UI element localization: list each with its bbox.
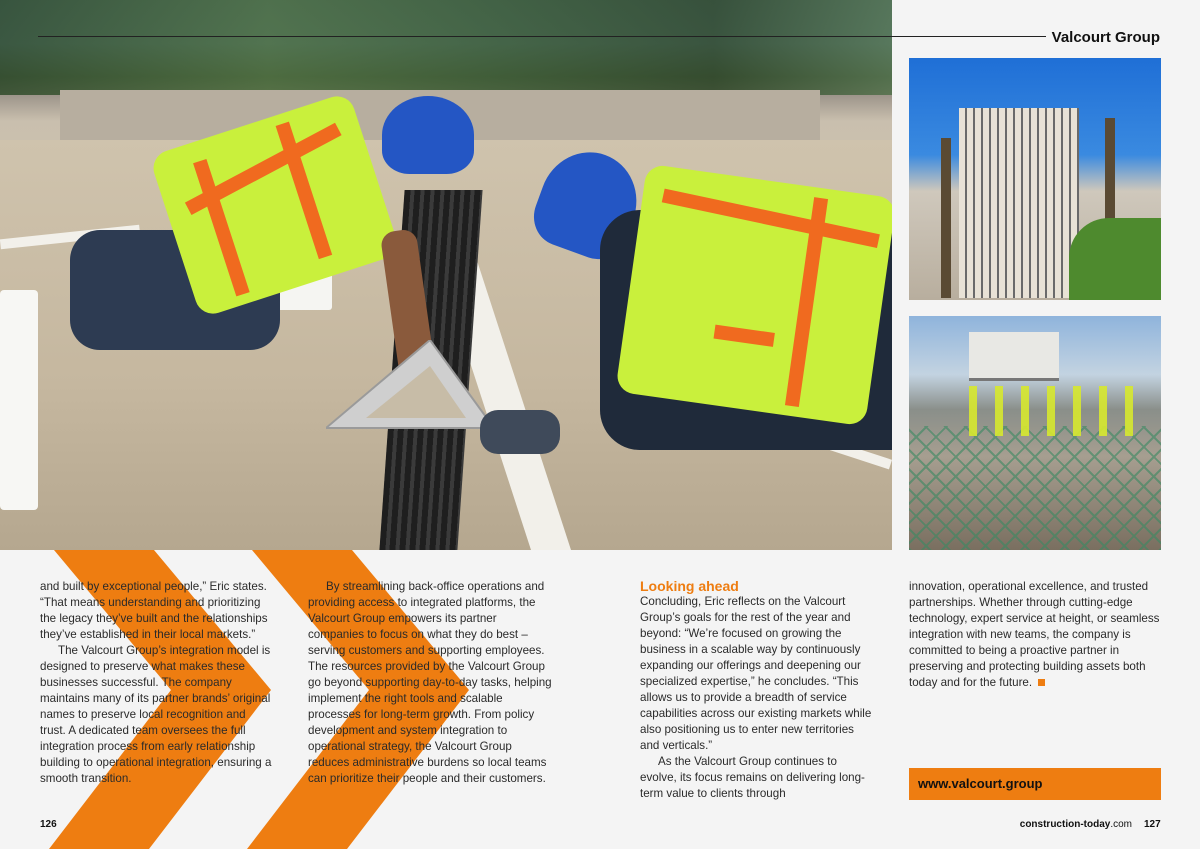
paragraph: By streamlining back-office operations and providing access to integrated platforms, the Valcourt Group empowers its partner companies to focus on what they do best – serving customers and supporting employees. The resources provided by the Valcourt Group go beyond supporting day-to-day tasks, helping implement the right tools and scalable processes for long-term growth. From policy development and system integration to operational strategy, the Valcourt Group reduces administrative burdens so local teams can prioritize their people and their customers. [308,580,552,785]
rafter-square [326,340,496,432]
text-column-3 [640,578,872,802]
paragraph: Concluding, Eric reflects on the Valcourt Group’s goals for the rest of the year and beyond: “We’re focused on growing the business in a scalable way by continuously expanding our offerings and deepening our specialized expertise,” he concludes. “This allows us to provide a breadth of service capabilities across our existing markets while also positioning us to enter new territories and verticals.” [640,595,872,752]
page-number-left: 126 [40,819,57,830]
text-column-2 [308,579,554,787]
footer-site [1020,819,1132,830]
website-link[interactable]: www.valcourt.group [909,768,1161,800]
office-building [969,332,1059,381]
footer-site-name: construction-today [1019,819,1111,830]
main-photo [0,0,892,550]
paragraph: and built by exceptional people,” Eric states. “That means understanding and prioritizing the legacy they’ve built and the relationships they’ve established in their local markets.” [40,580,268,641]
text-column-4 [909,579,1161,691]
text-column-1 [40,579,272,787]
concrete-pour-photo [909,316,1161,550]
paragraph: The Valcourt Group’s integration model is designed to preserve what makes these businesses successful. The company maintains many of its partner brands’ original names to preserve local recognition and trust. A dedicated team oversees the full integration process from early relationship building to operational integration, ensuring a smooth transition. [40,644,272,785]
palm-tree [941,138,951,298]
paint-bucket [0,290,38,510]
scaffolding-photo [909,58,1161,300]
paragraph [909,579,1161,691]
scaffolded-building [959,108,1079,298]
worker-right [480,140,892,460]
paragraph: As the Valcourt Group continues to evolve, its focus remains on delivering long-term value to clients through [640,755,865,800]
safety-vest [615,164,892,427]
header-rule [38,36,1046,37]
background-trees [0,0,892,95]
gloved-hand [480,410,560,454]
section-heading: Looking ahead [640,578,739,594]
footer-site-tld: .com [1110,819,1132,830]
paragraph-text: innovation, operational excellence, and trusted partnerships. Whether through cutting-edge technology, expert service at height, or seamless integration with new teams, the company is committed to being a proactive partner in preserving and protecting building assets both today and for the future. [909,580,1160,689]
end-mark-icon [1038,679,1045,686]
page-number-right: 127 [1144,819,1161,830]
header-brand: Valcourt Group [1051,29,1160,46]
rebar-grid [909,426,1161,550]
crew-row [969,386,1149,436]
hard-hat [382,96,474,174]
tree-foliage [1069,218,1161,300]
